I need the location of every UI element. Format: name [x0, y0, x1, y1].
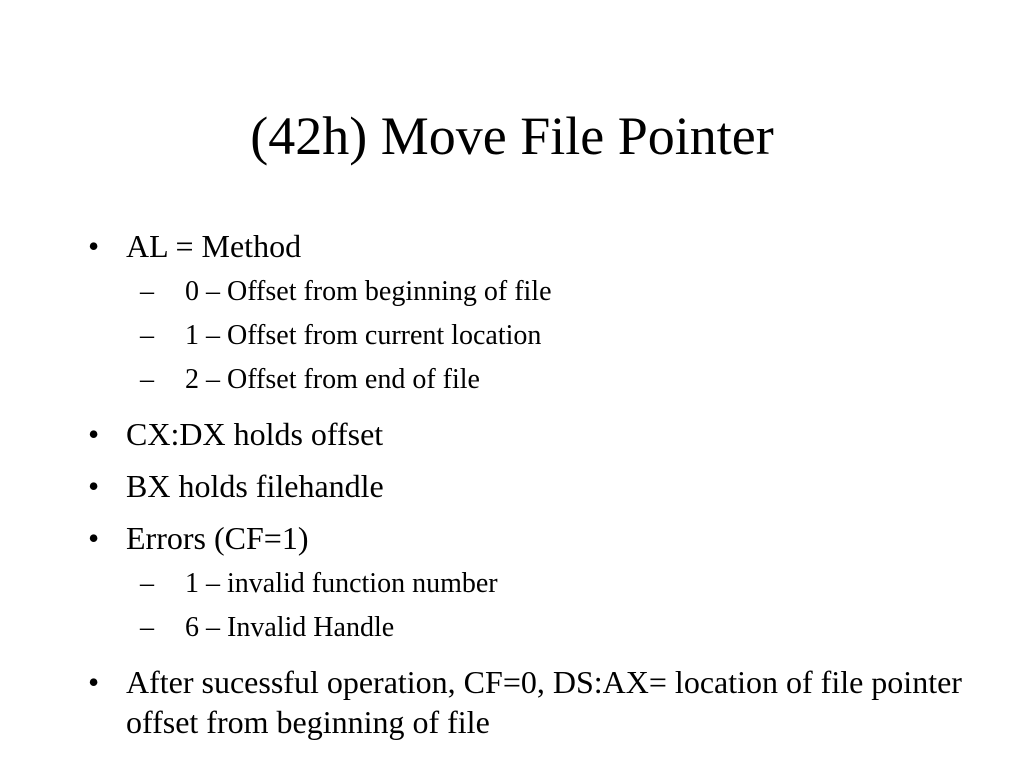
- bullet-text: Errors (CF=1): [126, 520, 309, 556]
- bullet-item-errors: [88, 518, 968, 650]
- sub-bullet-text: 1 – Offset from current location: [185, 320, 542, 351]
- sub-bullet-marker: –: [140, 568, 154, 599]
- bullet-item-after-success: [88, 662, 968, 742]
- sub-bullet-item: [140, 562, 968, 606]
- bullet-text: AL = Method: [126, 228, 302, 264]
- sub-bullet-text: 0 – Offset from beginning of file: [185, 276, 552, 307]
- sub-bullet-text: 1 – invalid function number: [185, 568, 498, 599]
- sub-bullet-list: [126, 270, 968, 402]
- slide-title: (42h) Move File Pointer: [250, 106, 774, 166]
- sub-bullet-marker: –: [140, 612, 154, 643]
- bullet-item-offset: [88, 414, 968, 454]
- sub-bullet-item: [140, 314, 968, 358]
- bullet-marker: •: [88, 228, 100, 264]
- bullet-item-method: [88, 226, 968, 402]
- sub-bullet-item: [140, 358, 968, 402]
- sub-bullet-text: 6 – Invalid Handle: [185, 612, 395, 643]
- bullet-marker: •: [88, 468, 100, 504]
- sub-bullet-item: [140, 270, 968, 314]
- bullet-text: After sucessful operation, CF=0, DS:AX= location of file pointer offset from beginning of file: [126, 664, 962, 740]
- sub-bullet-marker: –: [140, 364, 154, 395]
- sub-bullet-list: [126, 562, 968, 650]
- sub-bullet-marker: –: [140, 276, 154, 307]
- bullet-marker: •: [88, 664, 100, 700]
- bullet-item-filehandle: [88, 466, 968, 506]
- sub-bullet-marker: –: [140, 320, 154, 351]
- bullet-list: [88, 226, 968, 742]
- bullet-text: CX:DX holds offset: [126, 416, 384, 452]
- sub-bullet-item: [140, 606, 968, 650]
- sub-bullet-text: 2 – Offset from end of file: [185, 364, 480, 395]
- bullet-marker: •: [88, 520, 100, 556]
- bullet-text: BX holds filehandle: [126, 468, 384, 504]
- bullet-marker: •: [88, 416, 100, 452]
